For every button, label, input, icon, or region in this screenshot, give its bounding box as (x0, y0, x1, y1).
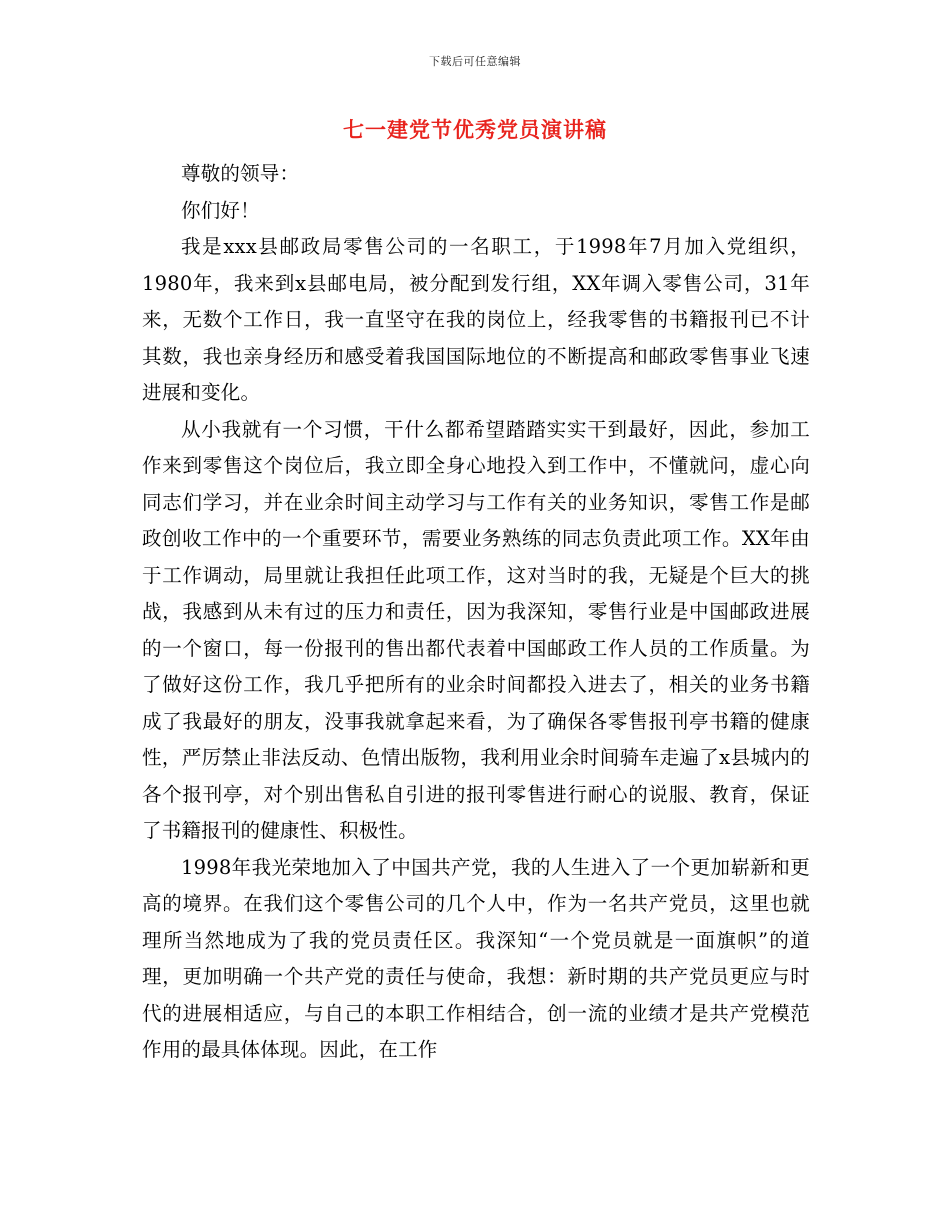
document-body (142, 156, 810, 1069)
document-title: 七一建党节优秀党员演讲稿 (343, 117, 607, 142)
paragraph-greeting: 你们好！ (181, 198, 260, 222)
paragraph-introduction: 我是xxx县邮政局零售公司的一名职工，于1998年7月加入党组织，1980年，我来到x县邮电局，被分配到发行组，XX年调入零售公司，31年来，无数个工作日，我一直坚守在我的岗位上，经我零售的书籍报刊已不计其数，我也亲身经历和感受着我国国际地位的不断提高和邮政零售事业飞速进展和变化。 (142, 235, 810, 404)
header-note: 下载后可任意编辑 (429, 55, 521, 68)
paragraph-work-experience: 从小我就有一个习惯，干什么都希望踏踏实实干到最好，因此，参加工作来到零售这个岗位后，我立即全身心地投入到工作中，不懂就问，虚心向同志们学习，并在业余时间主动学习与工作有关的业务知识，零售工作是邮政创收工作中的一个重要环节，需要业务熟练的同志负责此项工作。XX年由于工作调动，局里就让我担任此项工作，这对当时的我，无疑是个巨大的挑战，我感到从未有过的压力和责任，因为我深知，零售行业是中国邮政进展的一个窗口，每一份报刊的售出都代表着中国邮政工作人员的工作质量。为了做好这份工作，我几乎把所有的业余时间都投入进去了，相关的业务书籍成了我最好的朋友，没事我就拿起来看，为了确保各零售报刊亭书籍的健康性，严厉禁止非法反动、色情出版物，我利用业余时间骑车走遍了x县城内的各个报刊亭，对个别出售私自引进的报刊零售进行耐心的说服、教育，保证了书籍报刊的健康性、积极性。 (142, 417, 810, 842)
paragraph-party-membership: 1998年我光荣地加入了中国共产党，我的人生进入了一个更加崭新和更高的境界。在我们这个零售公司的几个人中，作为一名共产党员，这里也就理所当然地成为了我的党员责任区。我深知“一个党员就是一面旗帜”的道理，更加明确一个共产党的责任与使命，我想：新时期的共产党员更应与时代的进展相适应，与自己的本职工作相结合，创一流的业绩才是共产党模范作用的最具体体现。因此，在工作 (142, 855, 810, 1061)
paragraph-salutation: 尊敬的领导： (181, 162, 300, 185)
